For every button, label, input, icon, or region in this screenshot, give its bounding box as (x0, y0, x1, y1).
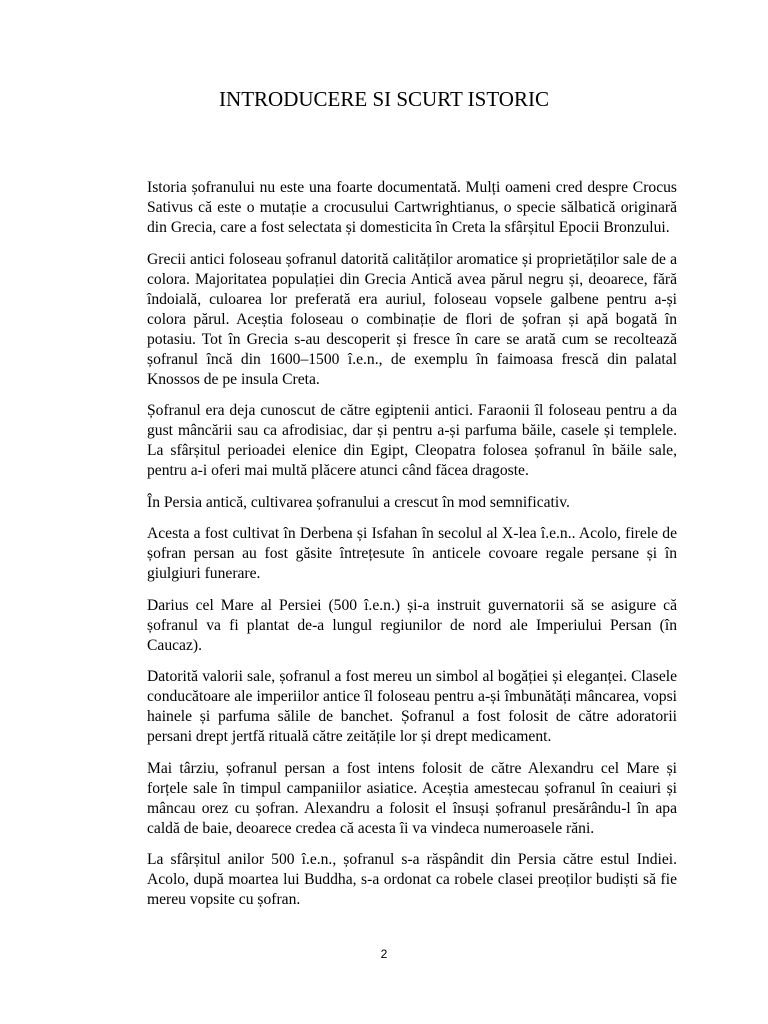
paragraph-origins: Istoria șofranului nu este una foarte documentată. Mulți oameni cred despre Crocus Sativus că este o mutație a crocusului Cartwrightianus, o specie sălbatică originară din Grecia, care a fost selectata și domesticita în Creta la sfârșitul Epocii Bronzului. (147, 179, 677, 236)
paragraph-derbena-isfahan: Acesta a fost cultivat în Derbena și Isfahan în secolul al X-lea î.e.n.. Acolo, firele de șofran persan au fost găsite întrețesute în anticele covoare regale persane și în giulgiuri funerare. (147, 525, 677, 582)
page-number: 2 (380, 947, 388, 961)
paragraph-persia-cultivation: În Persia antică, cultivarea șofranului a crescut în mod semnificativ. (147, 493, 570, 511)
body-text (147, 178, 677, 922)
page-title: INTRODUCERE SI SCURT ISTORIC (219, 87, 549, 111)
paragraph-darius: Darius cel Mare al Persiei (500 î.e.n.) și-a instruit guvernatorii să se asigure că șofranul va fi plantat de-a lungul regiunilor de nord ale Imperiului Persan (în Caucaz). (147, 596, 677, 654)
paragraph-symbol-of-wealth: Datorită valorii sale, șofranul a fost mereu un simbol al bogăției și eleganței. Clasele conducătoare ale imperiilor antice îl foloseau pentru a-și îmbunătăți mâncarea, vopsi hainele și parfuma sălile de banchet. Șofranul a fost folosit de către adoratorii persani drept jertfă rituală către zeitățile lor și drept medicament. (147, 668, 677, 745)
paragraph-ancient-egypt: Șofranul era deja cunoscut de către egiptenii antici. Faraonii îl foloseau pentru a da gust mâncării sau ca afrodisiac, dar și pentru a-și parfuma băile, casele și templele. La sfârșitul perioadei elenice din Egipt, Cleopatra folosea șofranul în băile sale, pentru a-i oferi mai multă plăcere atunci când făcea dragoste. (147, 402, 677, 479)
paragraph-india: La sfârșitul anilor 500 î.e.n., șofranul s-a răspândit din Persia către estul Indiei. Acolo, după moartea lui Buddha, s-a ordonat ca robele clasei preoților budiști să fie mereu vopsite cu șofran. (147, 851, 677, 908)
paragraph-ancient-greece: Grecii antici foloseau șofranul datorită calităților aromatice și proprietăților sale de a colora. Majoritatea populației din Grecia Antică avea părul negru și, deoarece, fără îndoială, culoarea lor preferată era auriul, foloseau vopsele galbene pentru a-și colora părul. Aceștia foloseau o combinație de flori de șofran și apă bogată în potasiu. Tot în Grecia s-au descoperit și fresce în care se arată cum se recoltează șofranul încă din 1600–1500 î.e.n., de exemplu în faimoasa frescă din palatal Knossos de pe insula Creta. (147, 250, 677, 388)
paragraph-alexander: Mai târziu, șofranul persan a fost intens folosit de către Alexandru cel Mare și forțele sale în timpul campaniilor asiatice. Aceștia amestecau șofranul în ceaiuri și mâncau orez cu șofran. Alexandru a folosit el însuși șofranul presărându-l în apa caldă de baie, deoarece credea că acesta îi va vindeca numeroasele răni. (147, 759, 677, 837)
